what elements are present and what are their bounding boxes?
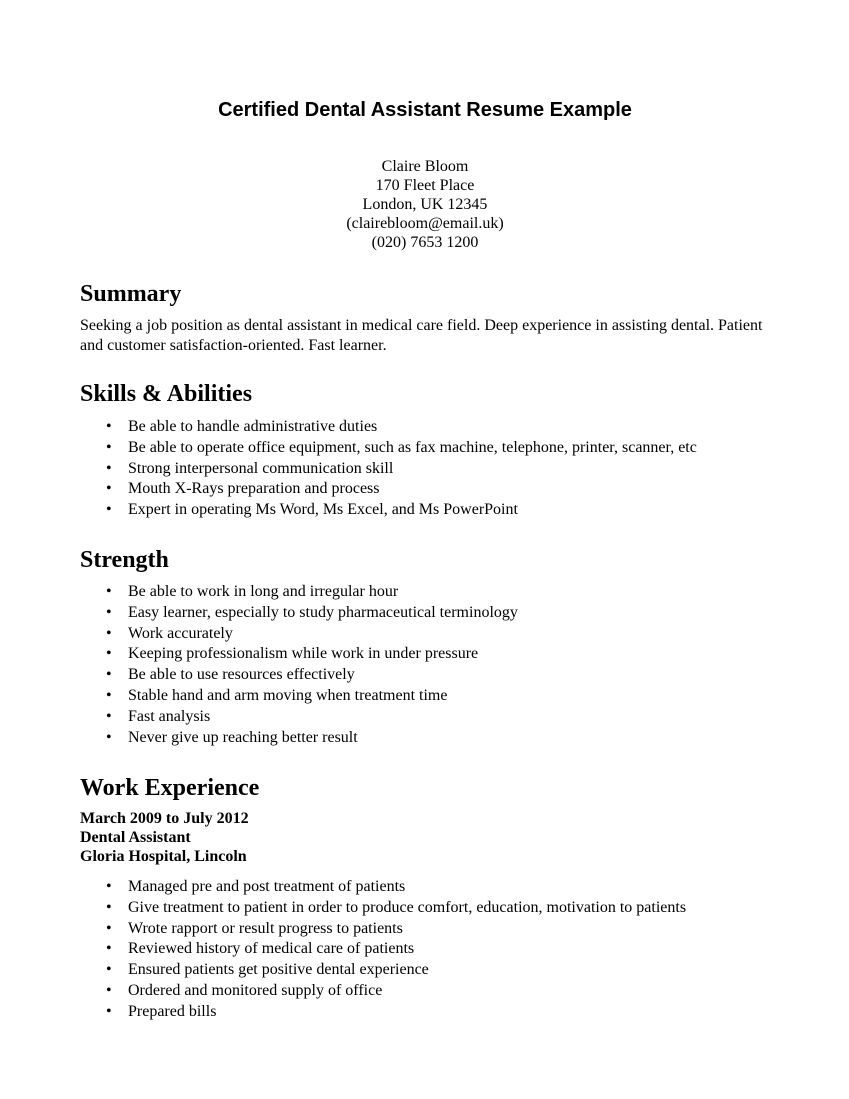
skills-list-item: • Strong interpersonal communication skill (80, 459, 697, 480)
work-duty-item: • Prepared bills (80, 1002, 686, 1023)
work-duty-item: • Give treatment to patient in order to produce comfort, education, motivation to patients (80, 898, 686, 919)
strength-list-item: • Fast analysis (80, 707, 518, 728)
contact-phone: (020) 7653 1200 (371, 234, 479, 251)
contact-name: Claire Bloom (381, 158, 469, 175)
strength-list-item: • Be able to use resources effectively (80, 665, 518, 686)
work-duty-item: • Ensured patients get positive dental experience (80, 960, 686, 981)
skills-list-item: • Expert in operating Ms Word, Ms Excel, and Ms PowerPoint (80, 500, 697, 521)
job-role: Dental Assistant (80, 829, 191, 846)
contact-block (80, 157, 770, 252)
job-employer: Gloria Hospital, Lincoln (80, 848, 247, 865)
contact-address: 170 Fleet Place (375, 177, 475, 194)
strength-list-item: • Be able to work in long and irregular hour (80, 582, 518, 603)
skills-list (80, 417, 697, 521)
contact-city: London, UK 12345 (362, 196, 488, 213)
strength-list-item: • Easy learner, especially to study pharmaceutical terminology (80, 603, 518, 624)
strength-list-item: • Stable hand and arm moving when treatment time (80, 686, 518, 707)
summary-text: Seeking a job position as dental assistant in medical care field. Deep experience in assisting dental. Patient and customer satisfaction-oriented. Fast learner. (80, 317, 763, 354)
strength-heading: Strength (80, 547, 169, 573)
job-period: March 2009 to July 2012 (80, 810, 249, 827)
strength-list-item: • Work accurately (80, 624, 518, 645)
job-details (80, 809, 249, 866)
strength-list-item: • Never give up reaching better result (80, 728, 518, 749)
skills-list-item: • Mouth X-Rays preparation and process (80, 479, 697, 500)
summary-heading: Summary (80, 281, 182, 307)
work-duty-item: • Wrote rapport or result progress to patients (80, 919, 686, 940)
document-title: Certified Dental Assistant Resume Example (218, 99, 632, 121)
work-duties-list (80, 877, 686, 1023)
skills-heading: Skills & Abilities (80, 381, 253, 407)
strength-list-item: • Keeping professionalism while work in under pressure (80, 644, 518, 665)
skills-list-item: • Be able to operate office equipment, such as fax machine, telephone, printer, scanner, etc (80, 438, 697, 459)
skills-list-item: • Be able to handle administrative duties (80, 417, 697, 438)
work-experience-heading: Work Experience (80, 775, 260, 801)
work-duty-item: • Ordered and monitored supply of office (80, 981, 686, 1002)
strength-list (80, 582, 518, 748)
contact-email: (clairebloom@email.uk) (346, 215, 504, 232)
work-duty-item: • Reviewed history of medical care of patients (80, 939, 686, 960)
work-duty-item: • Managed pre and post treatment of patients (80, 877, 686, 898)
